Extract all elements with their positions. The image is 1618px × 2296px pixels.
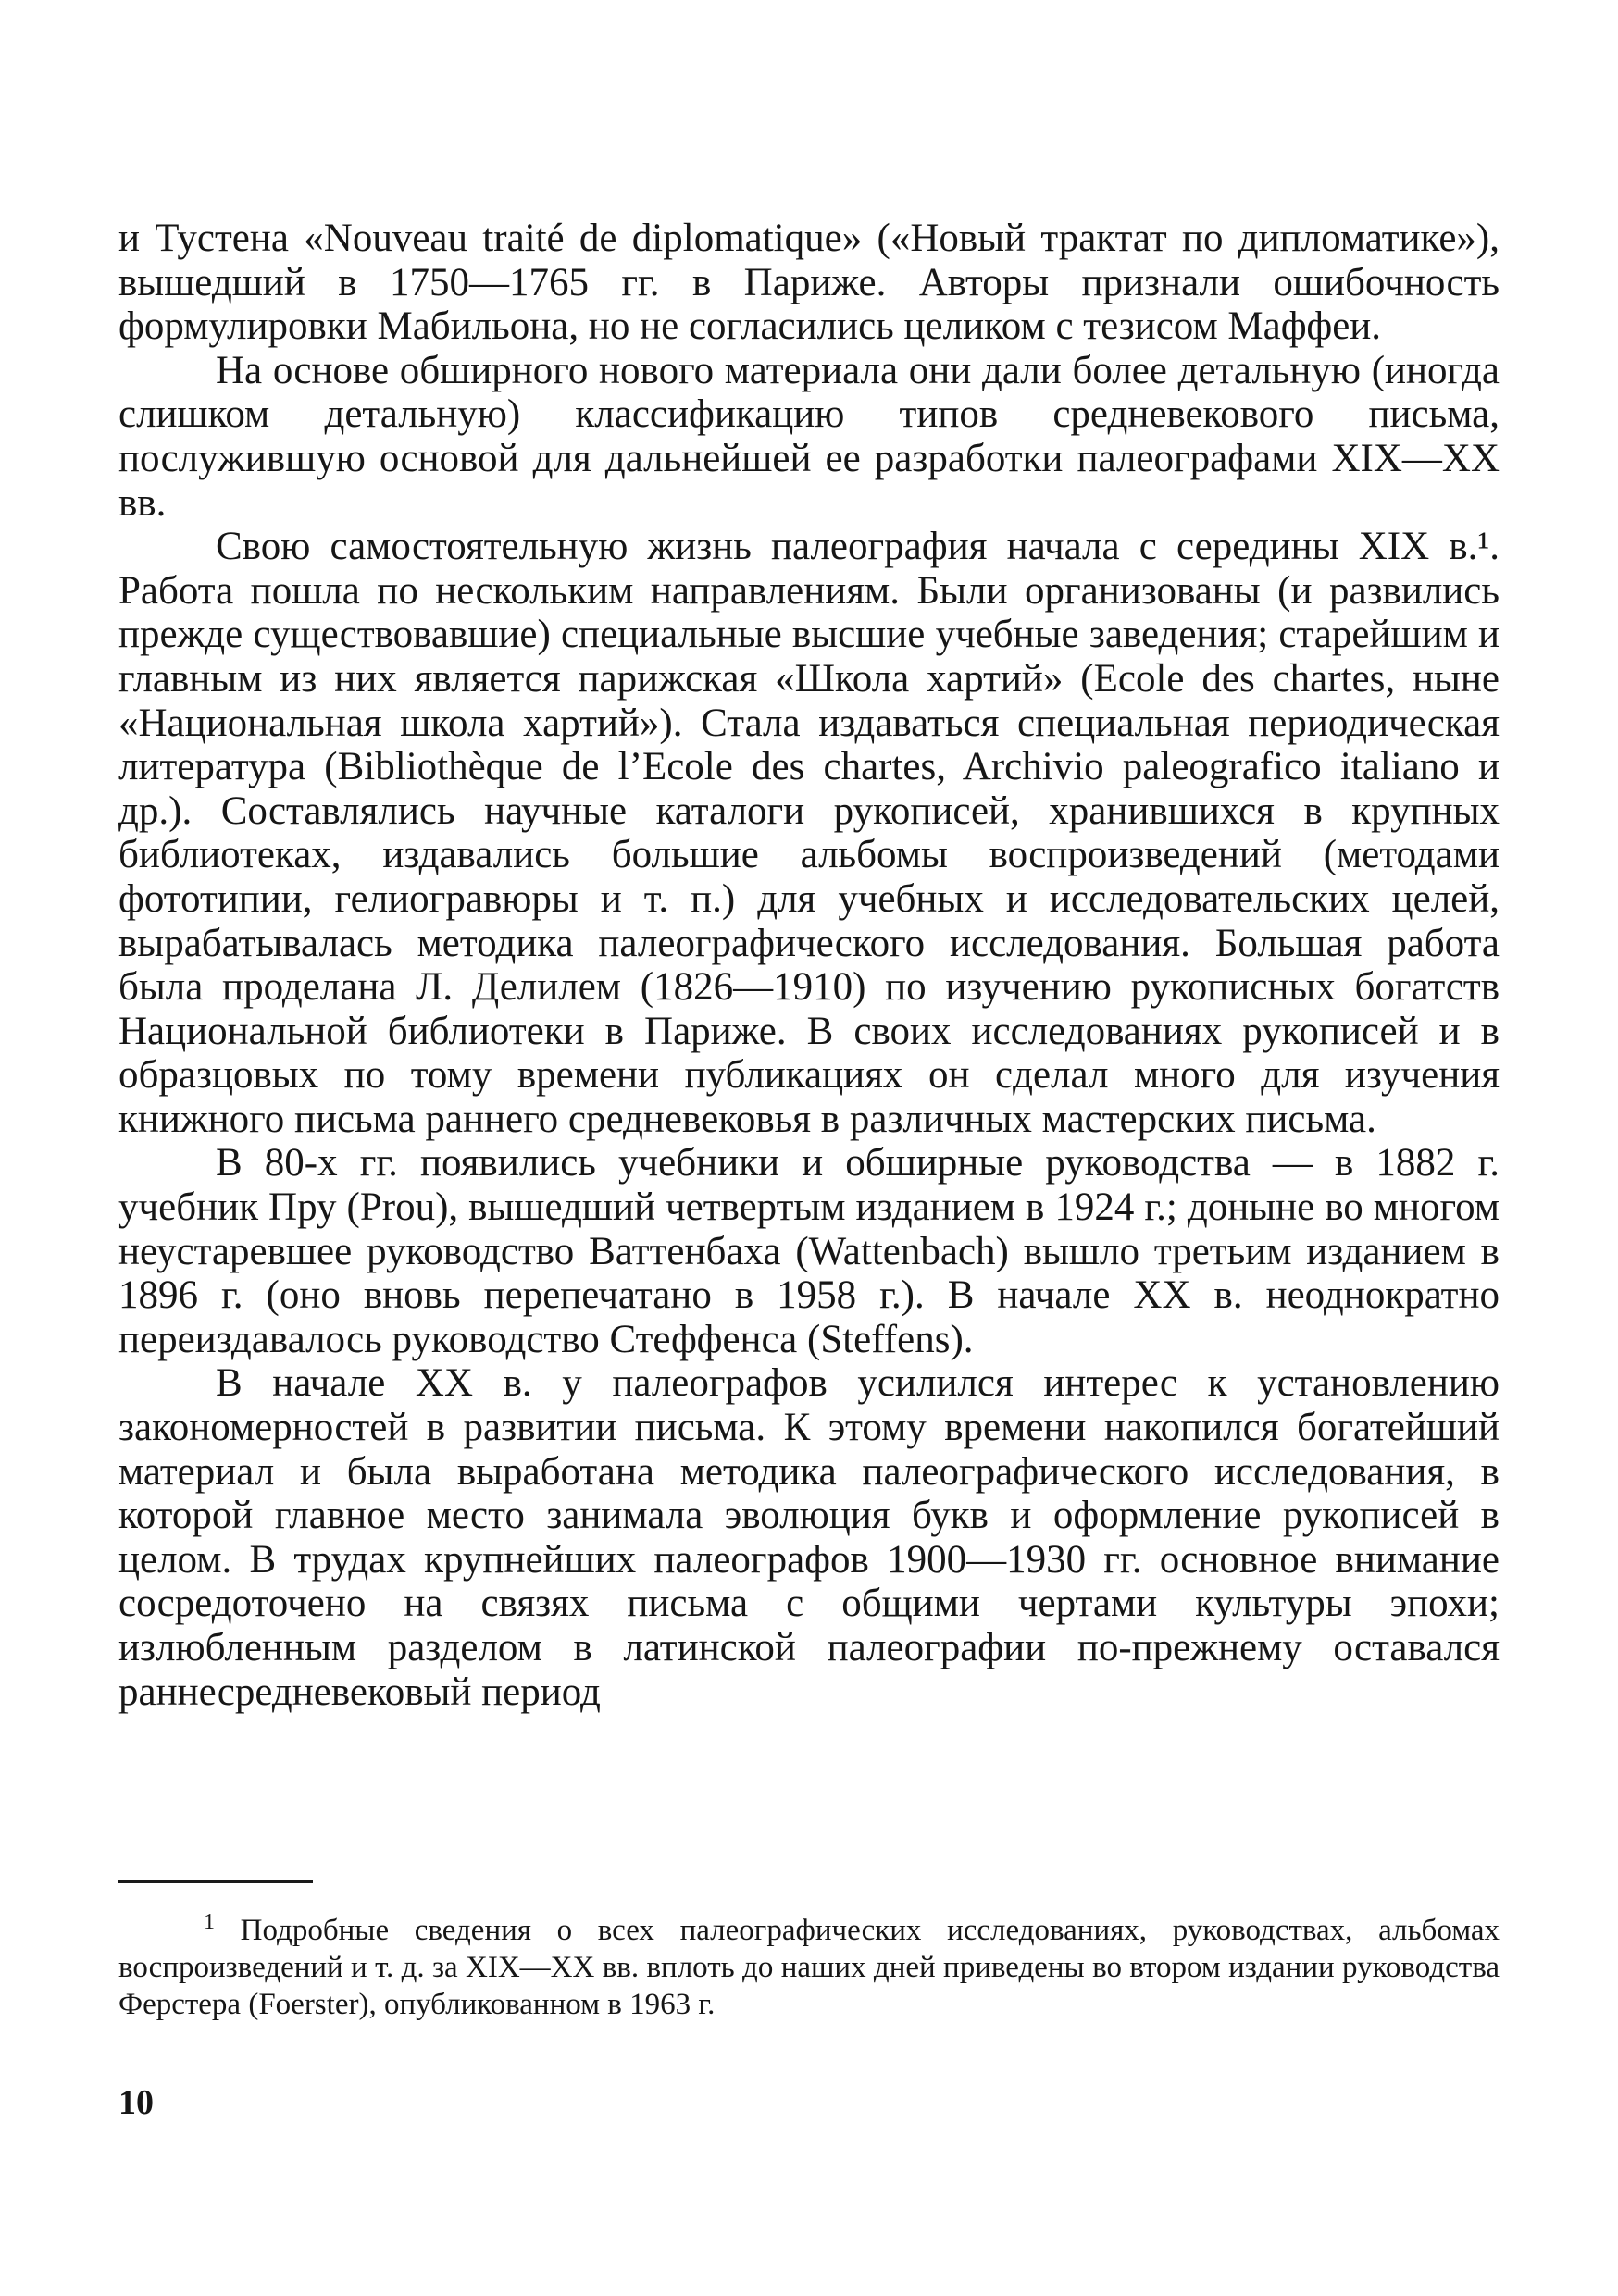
- paragraph-4: В 80-х гг. появились учебники и обширные руководства — в 1882 г. учебник Пру (Prou), вышедший четвертым изданием в 1924 г.; доныне во многом неустаревшее руководство Ваттенбаха (Wattenbach) вышло третьим изданием в 1896 г. (оно вновь перепечатано в 1958 г.). В начале XX в. неоднократно переиздавалось руководство Стеффенса (Steffens).: [118, 1141, 1500, 1361]
- footnote-mark: 1: [204, 1910, 215, 1934]
- paragraph-1: и Тустена «Nouveau traité de diplomatique» («Новый трактат по дипломатике»), вышедший в 1750—1765 гг. в Париже. Авторы признали ошибочность формулировки Мабильона, но не согласились целиком с тезисом Маффеи.: [118, 217, 1500, 349]
- footnote-divider: [118, 1880, 313, 1883]
- page-number: 10: [118, 2083, 154, 2122]
- paragraph-3: Свою самостоятельную жизнь палеография начала с середины XIX в.¹. Работа пошла по нескольким направлениям. Были организованы (и развились прежде существовавшие) специальные высшие учебные заведения; старейшим и главным из них является парижская «Школа хартий» (Ecole des chartes, ныне «Национальная школа хартий»). Стала издаваться специальная периодическая литература (Bibliothèque de l’Ecole des chartes, Archivio paleografico italiano и др.). Составлялись научные каталоги рукописей, хранившихся в крупных библиотеках, издавались большие альбомы воспроизведений (методами фототипии, гелиогравюры и т. п.) для учебных и исследовательских целей, вырабатывалась методика палеографического исследования. Большая работа была проделана Л. Делилем (1826—1910) по изучению рукописных богатств Национальной библиотеки в Париже. В своих исследованиях рукописей и в образцовых по тому времени публикациях он сделал много для изучения книжного письма раннего средневековья в различных мастерских письма.: [118, 525, 1500, 1141]
- paragraph-5: В начале XX в. у палеографов усилился интерес к установлению закономерностей в развитии письма. К этому времени накопился богатейший материал и была выработана методика палеографического исследования, в которой главное место занимала эволюция букв и оформление рукописей в целом. В трудах крупнейших палеографов 1900—1930 гг. основное внимание сосредоточено на связях письма с общими чертами культуры эпохи; излюбленным разделом в латинской палеографии по-прежнему оставался раннесредневековый период: [118, 1361, 1500, 1714]
- footnote: [118, 1912, 1500, 2023]
- paragraph-2: На основе обширного нового материала они дали более детальную (иногда слишком детальную) классификацию типов средневекового письма, послужившую основой для дальнейшей ее разработки палеографами XIX—XX вв.: [118, 348, 1500, 525]
- body-text: [118, 217, 1500, 1714]
- footnote-text: Подробные сведения о всех палеографических исследованиях, руководствах, альбомах воспроизведений и т. д. за XIX—XX вв. вплоть до наших дней приведены во втором издании руководства Ферстера (Foerster), опубликованном в 1963 г.: [118, 1914, 1500, 2021]
